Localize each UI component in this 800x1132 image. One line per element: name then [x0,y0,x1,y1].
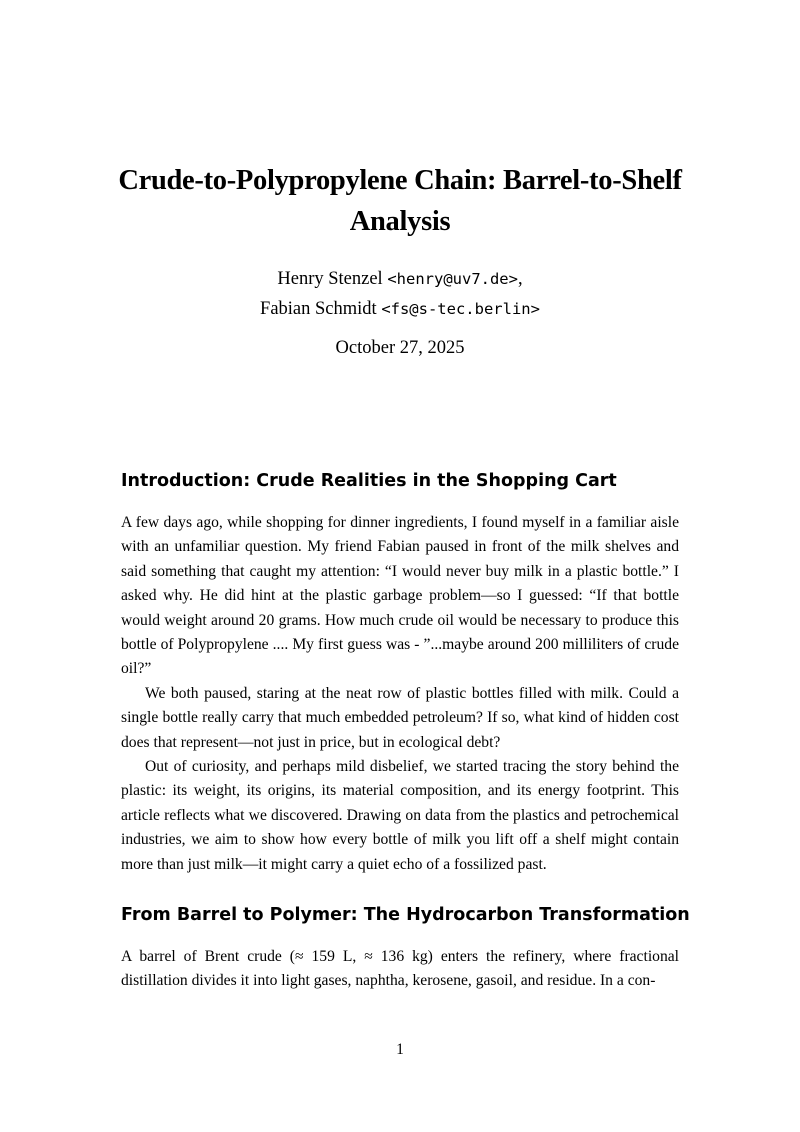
paragraph: A few days ago, while shopping for dinner ingredients, I found myself in a familiar aisle with an unfamiliar question. My friend Fabian paused in front of the milk shelves and said something that caught my attention: “I would never buy milk in a plastic bottle.” I asked why. He did hint at the plastic garbage problem—so I guessed: “If that bottle would weight around 20 grams. How much crude oil would be necessary to produce this bottle of Polypropylene .... My first guess was - ”...maybe around 200 milliliters of crude oil?” [121,514,679,678]
author-separator: , [517,269,523,289]
section-body [121,945,679,994]
section-heading: From Barrel to Polymer: The Hydrocarbon Transformation [121,905,690,925]
author-email: <fs@s-tec.berlin> [381,300,540,318]
author-line [100,294,700,324]
paragraph: Out of curiosity, and perhaps mild disbelief, we started tracing the story behind the plastic: its weight, its origins, its material composition, and its energy footprint. This article reflects what we discovered. Drawing on data from the plastics and petrochemical industries, we aim to show how every bottle of milk you lift off a shelf might contain more than just milk—it might carry a quiet echo of a fossilized past. [121,758,679,873]
author-email: <henry@uv7.de> [387,270,518,288]
author-name: Henry Stenzel [277,269,383,289]
paragraph: A barrel of Brent crude (≈ 159 L, ≈ 136 kg) enters the refinery, where fractional distillation divides it into light gases, naphtha, kerosene, gasoil, and residue. In a con- [121,948,679,990]
page-number: 1 [396,1041,404,1058]
paragraph: We both paused, staring at the neat row of plastic bottles filled with milk. Could a single bottle really carry that much embedded petroleum? If so, what kind of hidden cost does that represent—not just in price, but in ecological debt? [121,684,679,751]
section-heading: Introduction: Crude Realities in the Shopping Cart [121,471,617,491]
paper-date: October 27, 2025 [335,338,465,358]
author-list [100,264,700,324]
author-name: Fabian Schmidt [260,299,377,319]
author-line [100,264,700,294]
paper-title: Crude-to-Polypropylene Chain: Barrel-to-Shelf Analysis [118,165,682,237]
section-body [121,511,679,877]
